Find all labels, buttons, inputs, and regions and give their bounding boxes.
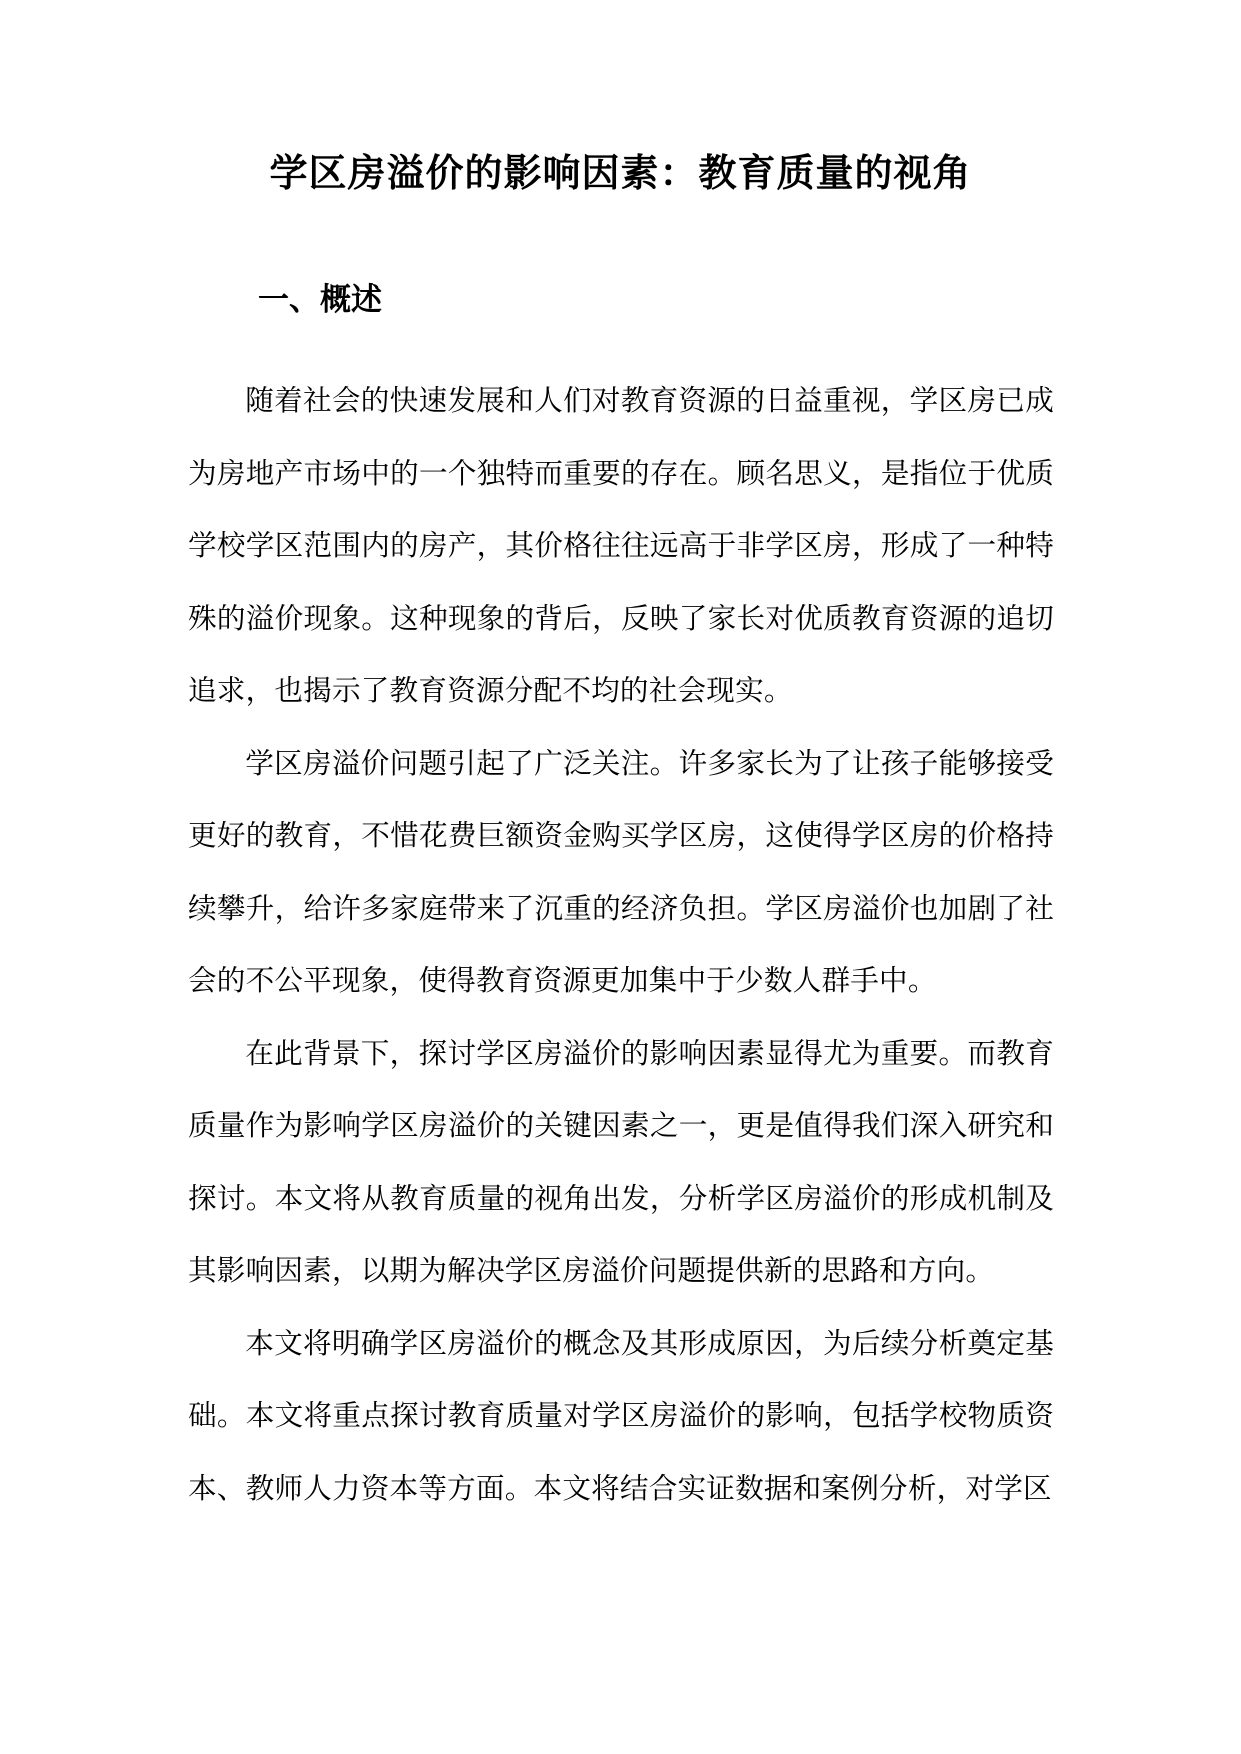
paragraph: 在此背景下，探讨学区房溢价的影响因素显得尤为重要。而教育质量作为影响学区房溢价的关键因素之一，更是值得我们深入研究和探讨。本文将从教育质量的视角出发，分析学区房溢价的形成机制及其影响因素，以期为解决学区房溢价问题提供新的思路和方向。: [188, 1035, 1054, 1287]
paragraph: 本文将明确学区房溢价的概念及其形成原因，为后续分析奠定基础。本文将重点探讨教育质量对学区房溢价的影响，包括学校物质资本、教师人力资本等方面。本文将结合实证数据和案例分析，对学区: [188, 1325, 1054, 1505]
paragraph: 随着社会的快速发展和人们对教育资源的日益重视，学区房已成为房地产市场中的一个独特而重要的存在。顾名思义，是指位于优质学校学区范围内的房产，其价格往往远高于非学区房，形成了一种特殊的溢价现象。这种现象的背后，反映了家长对优质教育资源的追切追求，也揭示了教育资源分配不均的社会现实。: [188, 383, 1054, 707]
document-title: 学区房溢价的影响因素：教育质量的视角: [269, 151, 972, 195]
body-text: [188, 364, 1054, 1524]
paragraph: 学区房溢价问题引起了广泛关注。许多家长为了让孩子能够接受更好的教育，不惜花费巨额资金购买学区房，这使得学区房的价格持续攀升，给许多家庭带来了沉重的经济负担。学区房溢价也加剧了社会的不公平现象，使得教育资源更加集中于少数人群手中。: [188, 745, 1054, 997]
section-heading: 一、概述: [258, 282, 382, 318]
